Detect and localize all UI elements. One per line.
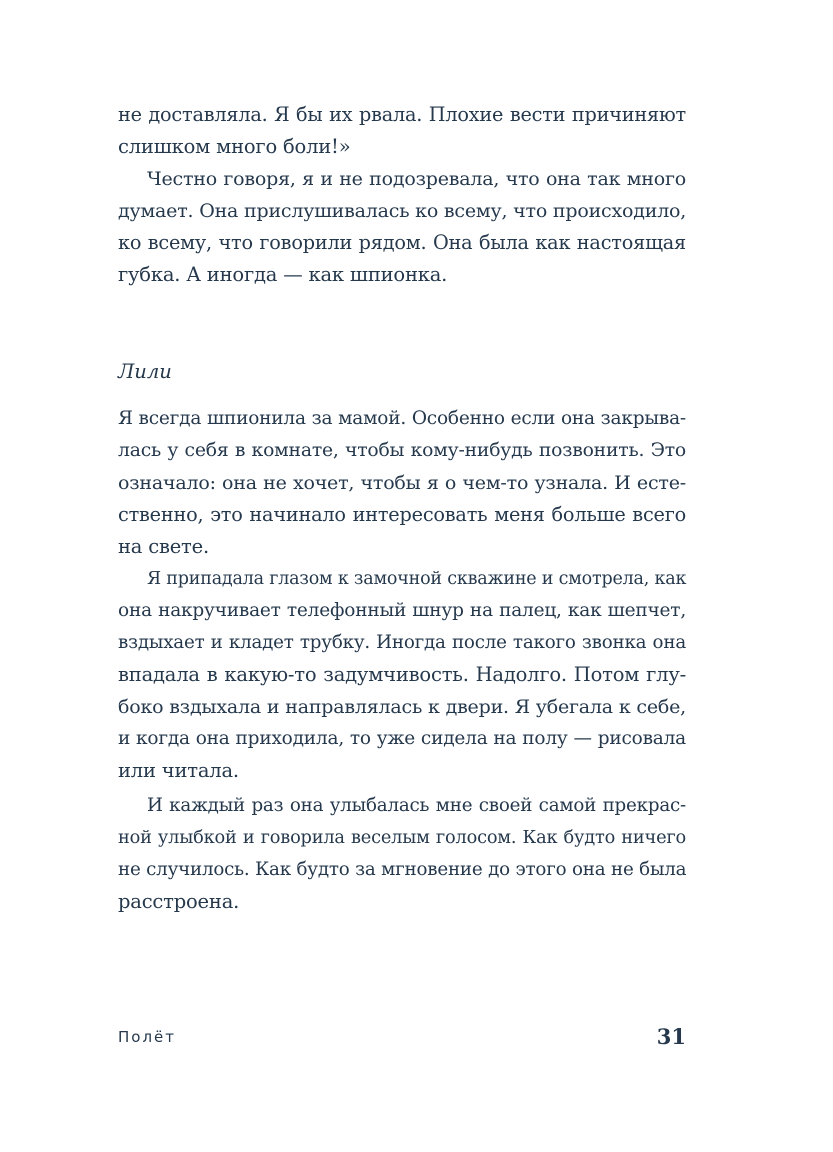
section-heading: Лили [118,360,172,383]
text-line: ственно, это начинало интересовать меня больше всего [118,503,686,526]
text-line: на свете. [118,535,209,558]
text-line: Я всегда шпионила за мамой. Особенно если она закрыва- [118,408,686,429]
text-line: И каждый раз она улыбалась мне своей самой прекрас- [147,795,686,816]
text-line: она накручивает телефонный шнур на палец, как шепчет, [118,600,686,621]
text-line: губка. А иногда — как шпионка. [118,263,448,286]
text-line: означало: она не хочет, чтобы я о чем-то узнала. И есте- [118,472,686,494]
text-line: не доставляла. Я бы их рвала. Плохие вести причиняют [118,103,686,126]
text-line: не случилось. Как будто за мгновение до этого она не была [118,859,687,880]
text-line: слишком много боли!» [118,135,351,158]
text-line: вздыхает и кладет трубку. Иногда после такого звонка она [118,632,686,653]
text-line: и когда она приходила, то уже сидела на полу — рисовала [118,728,686,749]
page-number: 31 [656,1024,686,1049]
text-line: Я припадала глазом к замочной скважине и смотрела, как [147,569,687,589]
text-line: думает. Она прислушивалась ко всему, что происходило, [118,200,687,222]
text-line: Честно говоря, я и не подозревала, что она так много [147,168,686,190]
text-line: ной улыбкой и говорила веселым голосом. Как будто ничего [118,828,686,848]
text-line: лась у себя в комнате, чтобы кому-нибудь позвонить. Это [118,440,686,461]
text-line: расстроена. [118,890,240,913]
text-line: впадала в какую-то задумчивость. Надолго. Потом глу- [118,663,686,686]
running-footer-title: Полёт [118,1028,177,1046]
text-line: боко вздыхала и направлялась к двери. Я убегала к себе, [118,696,686,718]
text-line: ко всему, что говорили рядом. Она была как настоящая [118,231,686,254]
text-line: или читала. [118,759,239,782]
